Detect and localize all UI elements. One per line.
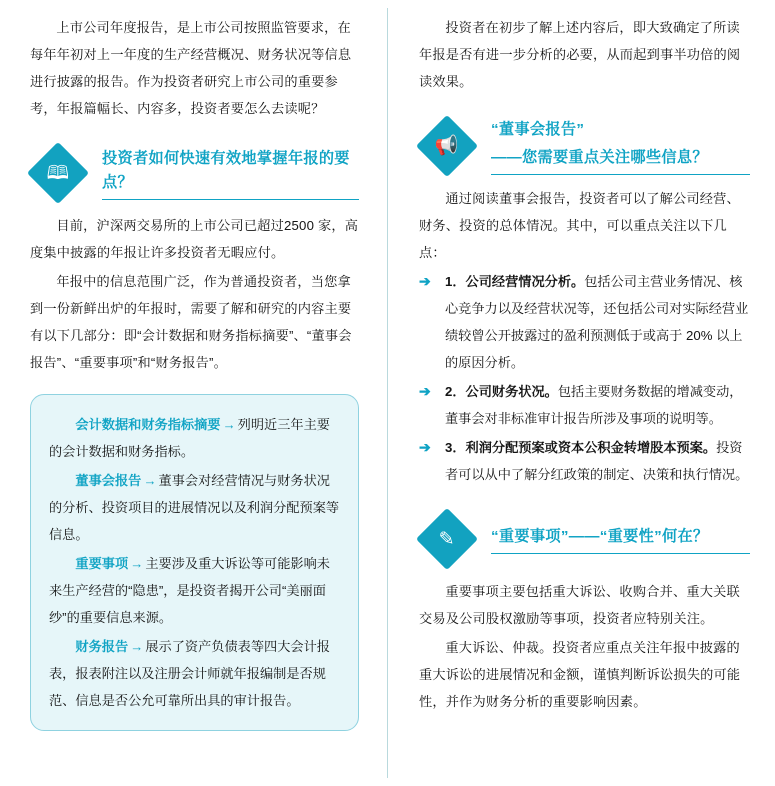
bullet-item-3-lead: 3．利润分配预案或资本公积金转增股本预案。	[445, 440, 717, 455]
right-lead-paragraph: 投资者在初步了解上述内容后，即大致确定了所读年报是否有进一步分析的必要，从而起到事半功倍的阅读效果。	[419, 20, 741, 89]
highlight-item-4-text: 展示了资产负债表等四大会计报表，报表附注以及注册会计师就年报编制是否规范、信息是否公允可靠所出具的审计报告。	[49, 639, 330, 708]
arrow-icon: ➔	[419, 439, 431, 455]
right-section-two-title: “重要事项”——“重要性”何在？	[491, 527, 709, 545]
left-section-title: 投资者如何快速有效地掌握年报的要点？	[102, 149, 350, 191]
left-body-paragraph-2: 年报中的信息范围广泛，作为普通投资者，当您拿到一份新鲜出炉的年报时，需要了解和研究的内容主要有以下几部分：即“会计数据和财务指标摘要”、“董事会报告”、“重要事项”和“财务报告”。	[30, 274, 352, 370]
bullet-item-1	[419, 268, 750, 376]
pen-nib-glyph: ✎	[439, 528, 455, 550]
right-section-one-bullet-list	[419, 268, 750, 488]
bullet-item-2-lead: 2．公司财务状况。	[445, 384, 558, 399]
right-section-two-heading-text	[491, 525, 750, 554]
right-section-two-heading	[419, 510, 750, 568]
pen-nib-icon	[416, 508, 478, 570]
right-section-two-underline	[491, 553, 750, 554]
bullet-item-1-text: 包括公司主营业务情况、核心竞争力以及经营状况等，还包括公司对实际经营业绩较曾公开披露过的盈利预测低于或高于 20% 以上的原因分析。	[445, 274, 749, 370]
bullet-item-1-lead: 1．公司经营情况分析。	[445, 274, 585, 289]
highlight-item-4-keyword: 财务报告	[75, 639, 129, 654]
highlight-item-4-arrow: →	[130, 639, 144, 654]
bullet-item-3	[419, 434, 750, 488]
highlight-item-1-keyword: 会计数据和财务指标摘要	[75, 417, 221, 432]
left-section-heading-text	[102, 147, 359, 200]
highlight-box	[30, 394, 359, 731]
highlight-item-2-keyword: 董事会报告	[75, 473, 142, 488]
book-document-glyph: 🕮	[46, 162, 70, 184]
right-section-two-paragraph-2: 重大诉讼、仲裁。投资者应重点关注年报中披露的重大诉讼的进展情况和金额，谨慎判断诉讼损失的可能性，并作为财务分析的重要影响因素。	[419, 640, 741, 709]
left-intro-paragraph-1: 上市公司年度报告，是上市公司按照监管要求，在每年年初对上一年度的生产经营概况、财务状况等信息进行披露的报告。作为投资者研究上市公司的重要参考，年报篇幅长、内容多，投资者要怎么去读呢？	[30, 20, 352, 116]
highlight-item-3-arrow: →	[130, 556, 144, 571]
left-body-paragraph-1: 目前，沪深两交易所的上市公司已超过2500 家，高度集中披露的年报让许多投资者无暇应付。	[30, 218, 359, 260]
right-section-one-title: “董事会报告”	[491, 120, 585, 138]
highlight-item-2	[49, 467, 340, 548]
highlight-item-3	[49, 550, 340, 631]
highlight-item-1	[49, 411, 340, 465]
right-section-one-underline	[491, 174, 750, 175]
right-section-one-subtitle: ——您需要重点关注哪些信息？	[491, 148, 708, 166]
arrow-icon: ➔	[419, 383, 431, 399]
highlight-item-2-text: 董事会对经营情况与财务状况的分析、投资项目的进展情况以及利润分配预案等信息。	[49, 473, 340, 542]
bullet-item-3-text: 投资者可以从中了解分红政策的制定、决策和执行情况。	[445, 440, 749, 482]
highlight-item-1-text: 列明近三年主要的会计数据和财务指标。	[49, 417, 330, 459]
highlight-item-4	[49, 633, 340, 714]
highlight-item-3-keyword: 重要事项	[75, 556, 129, 571]
megaphone-icon	[416, 115, 478, 177]
megaphone-glyph: 📢	[435, 135, 459, 157]
left-section-underline	[102, 199, 359, 200]
bullet-item-2-text: 包括主要财务数据的增减变动，董事会对非标准审计报告所涉及事项的说明等。	[445, 384, 743, 426]
highlight-item-2-arrow: →	[143, 473, 157, 488]
left-section-heading	[30, 144, 359, 202]
arrow-icon: ➔	[419, 273, 431, 289]
right-column	[387, 0, 774, 786]
right-section-one-heading-text	[491, 118, 750, 175]
book-document-icon	[27, 142, 89, 204]
bullet-item-2	[419, 378, 750, 432]
highlight-item-3-text: 主要涉及重大诉讼等可能影响未来生产经营的“隐患”，是投资者揭开公司“美丽面纱”的重要信息来源。	[49, 556, 330, 625]
right-section-one-heading	[419, 117, 750, 175]
right-section-one-intro: 通过阅读董事会报告，投资者可以了解公司经营、财务、投资的总体情况。其中，可以重点关注以下几点：	[419, 191, 740, 260]
highlight-item-1-arrow: →	[222, 417, 236, 432]
left-column	[0, 0, 387, 786]
right-section-two-paragraph-1: 重要事项主要包括重大诉讼、收购合并、重大关联交易及公司股权激励等事项，投资者应特别关注。	[419, 584, 740, 626]
